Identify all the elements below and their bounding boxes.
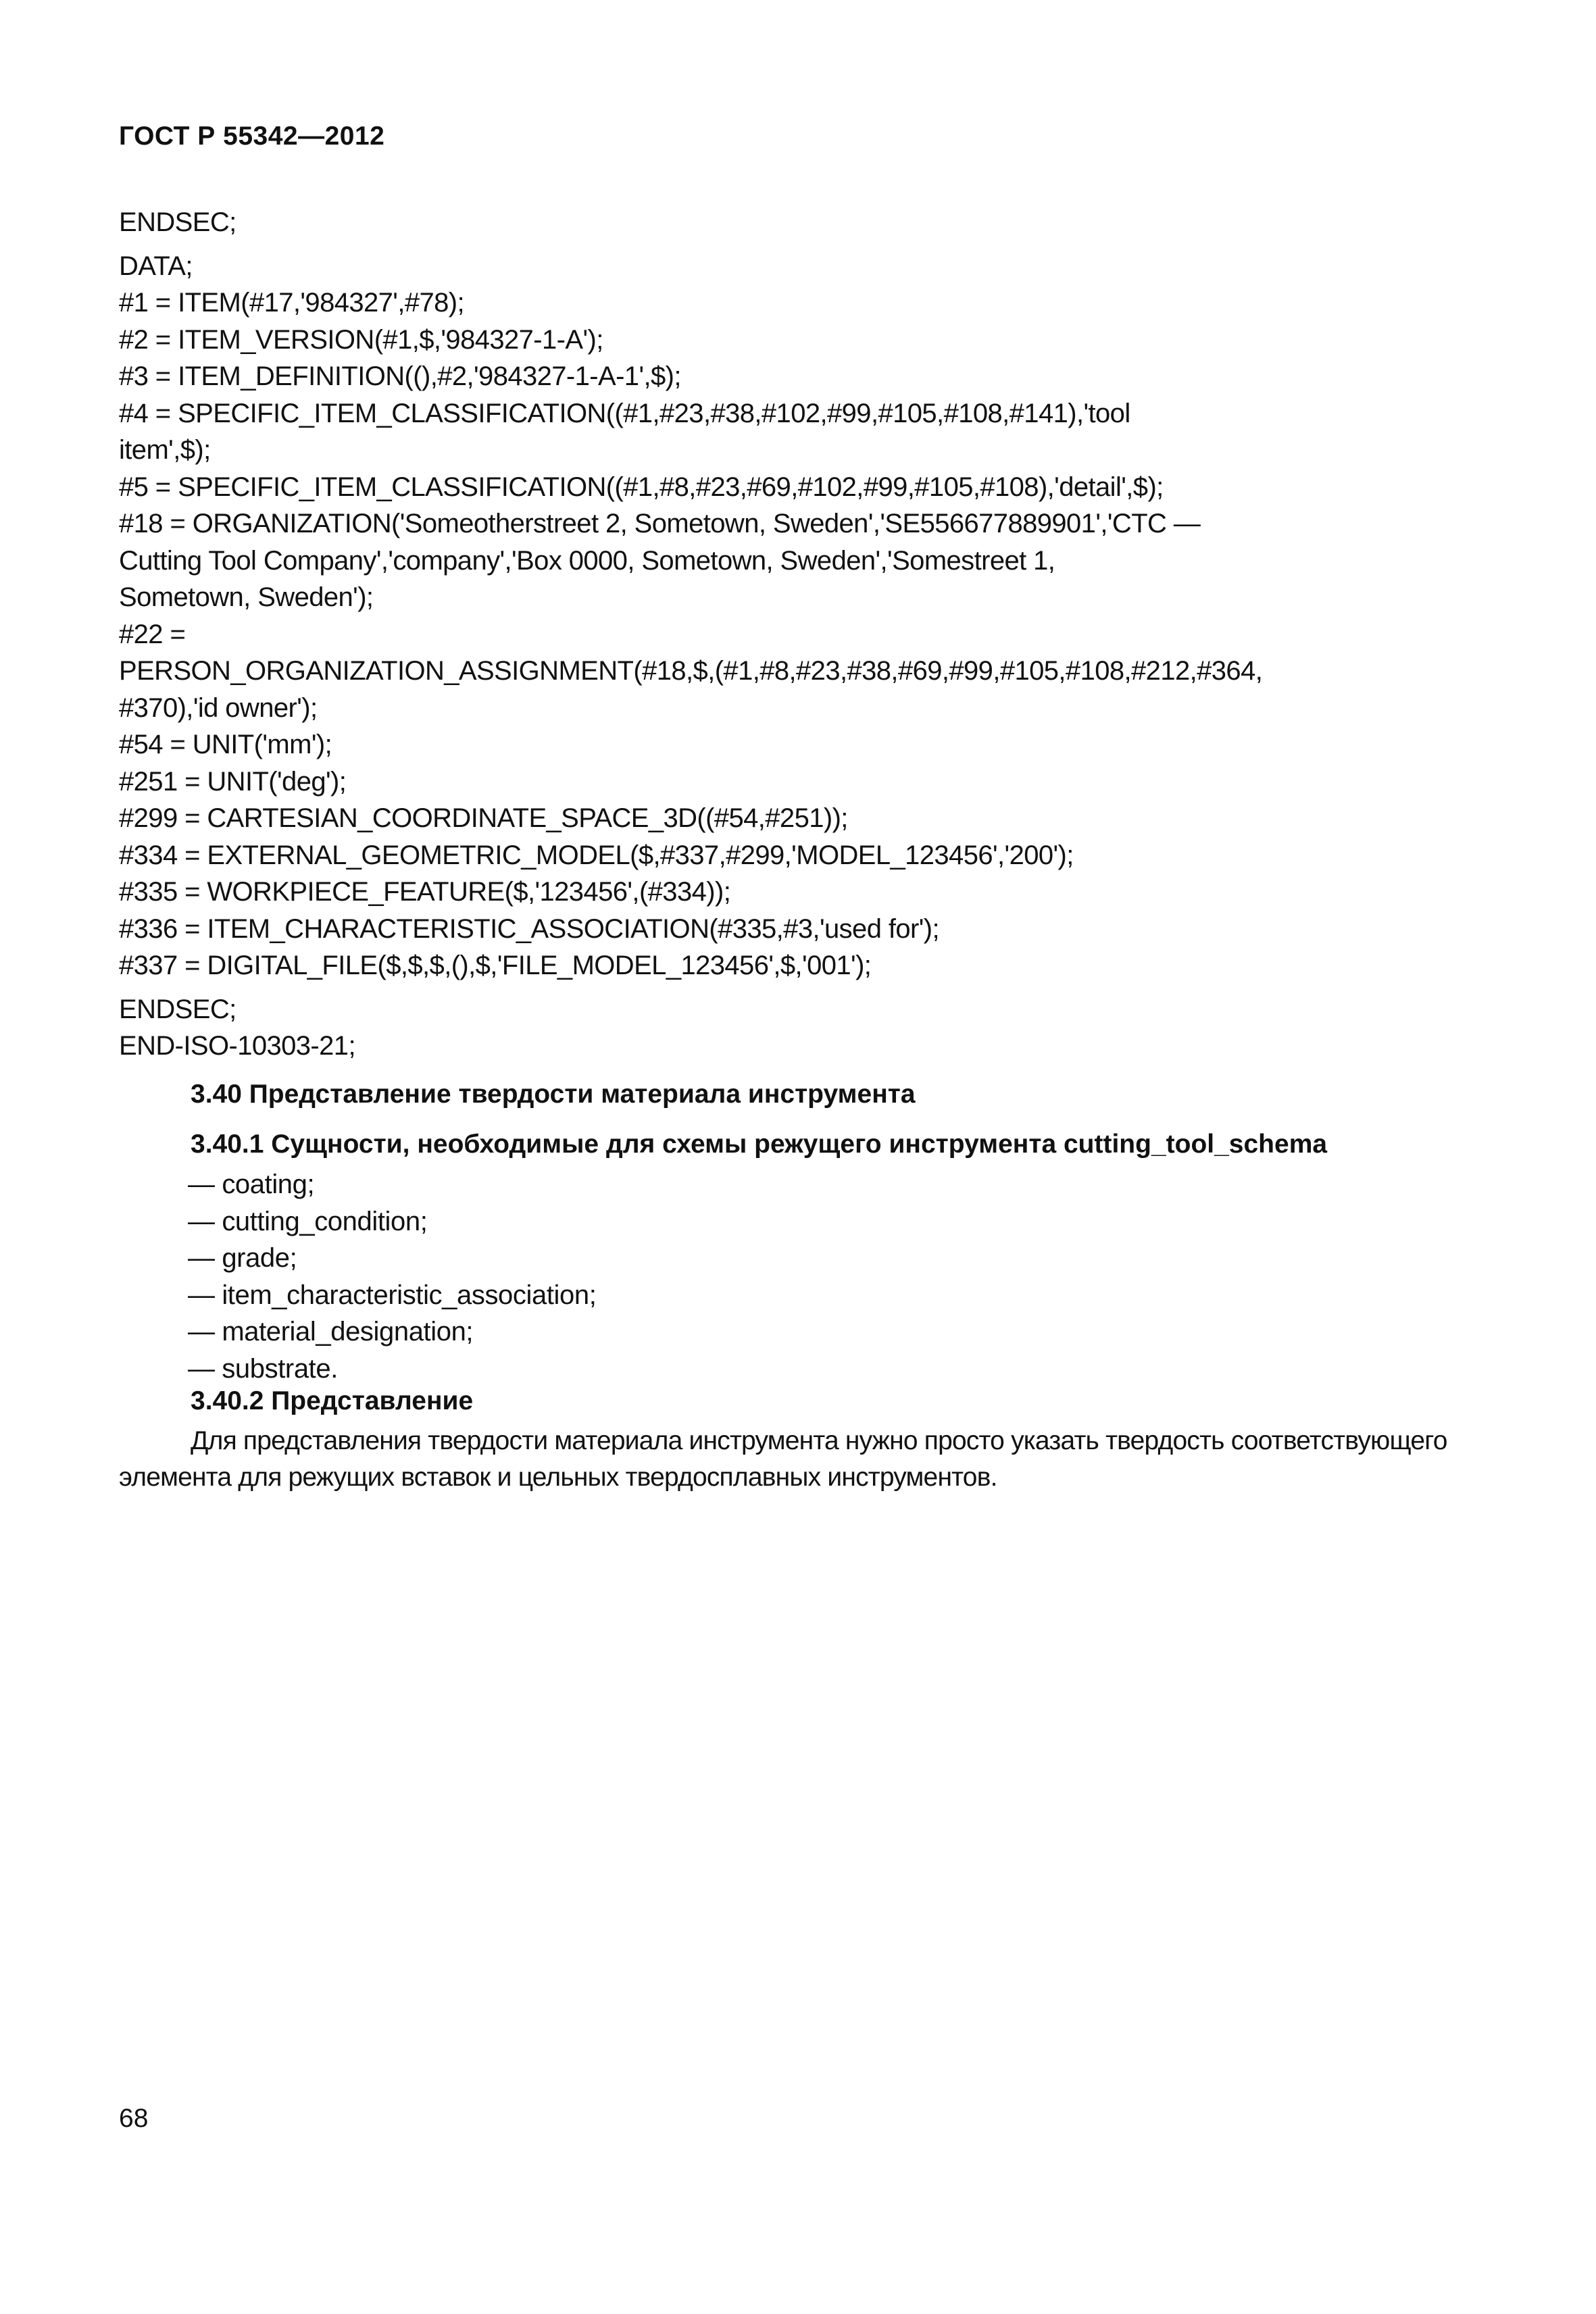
code-line: #1 = ITEM(#17,'984327',#78);: [119, 288, 465, 318]
body-paragraph: Для представления твердости материала инструмента нужно просто указать твердость соответствующего элемента для режущих вставок и цельных твердосплавных инструментов.: [119, 1426, 1447, 1492]
code-line: #18 = ORGANIZATION('Someotherstreet 2, Sometown, Sweden','SE556677889901','CTC —: [119, 509, 1201, 538]
list-item: — substrate.: [188, 1353, 338, 1384]
code-line: #299 = CARTESIAN_COORDINATE_SPACE_3D((#54,#251));: [119, 803, 848, 833]
code-line: ENDSEC;: [119, 994, 236, 1024]
code-line: DATA;: [119, 251, 193, 281]
code-line: item',$);: [119, 435, 211, 465]
code-line: #3 = ITEM_DEFINITION((),#2,'984327-1-A-1',$);: [119, 361, 681, 391]
code-line: #54 = UNIT('mm');: [119, 730, 332, 759]
list-item: — cutting_condition;: [188, 1206, 428, 1236]
code-line: ENDSEC;: [119, 207, 236, 237]
code-line: #22 =: [119, 619, 186, 649]
page-number: 68: [119, 2104, 149, 2133]
code-line: #337 = DIGITAL_FILE($,$,$,(),$,'FILE_MODEL_123456',$,'001');: [119, 951, 872, 980]
code-line: #336 = ITEM_CHARACTERISTIC_ASSOCIATION(#335,#3,'used for');: [119, 913, 940, 944]
entity-list: [188, 1166, 596, 1387]
list-item: — material_designation;: [188, 1317, 474, 1347]
subsection-heading: 3.40.2 Представление: [191, 1386, 474, 1415]
document-header: ГОСТ Р 55342—2012: [119, 122, 385, 151]
code-line: #2 = ITEM_VERSION(#1,$,'984327-1-A');: [119, 324, 603, 355]
list-item: — item_characteristic_association;: [188, 1280, 597, 1310]
section-heading: 3.40 Представление твердости материала инструмента: [191, 1080, 916, 1109]
code-line: #5 = SPECIFIC_ITEM_CLASSIFICATION((#1,#8,#23,#69,#102,#99,#105,#108),'detail',$);: [119, 472, 1164, 502]
code-line: #4 = SPECIFIC_ITEM_CLASSIFICATION((#1,#23,#38,#102,#99,#105,#108,#141),'tool: [119, 398, 1130, 428]
code-line: #334 = EXTERNAL_GEOMETRIC_MODEL($,#337,#299,'MODEL_123456','200');: [119, 840, 1074, 870]
list-item: — coating;: [188, 1169, 315, 1199]
code-line: END-ISO-10303-21;: [119, 1031, 355, 1061]
code-line: PERSON_ORGANIZATION_ASSIGNMENT(#18,$,(#1,#8,#23,#38,#69,#99,#105,#108,#212,#364,: [119, 656, 1263, 686]
code-line: #370),'id owner');: [119, 693, 318, 723]
code-line: Cutting Tool Company','company','Box 0000, Sometown, Sweden','Somestreet 1,: [119, 545, 1055, 576]
code-line: Sometown, Sweden');: [119, 582, 374, 612]
code-line: #335 = WORKPIECE_FEATURE($,'123456',(#334));: [119, 877, 731, 907]
subsection-heading: 3.40.1 Сущности, необходимые для схемы режущего инструмента cutting_tool_schema: [191, 1130, 1328, 1159]
list-item: — grade;: [188, 1243, 297, 1273]
step-file-listing: [119, 204, 1497, 1065]
code-line: #251 = UNIT('deg');: [119, 766, 347, 797]
